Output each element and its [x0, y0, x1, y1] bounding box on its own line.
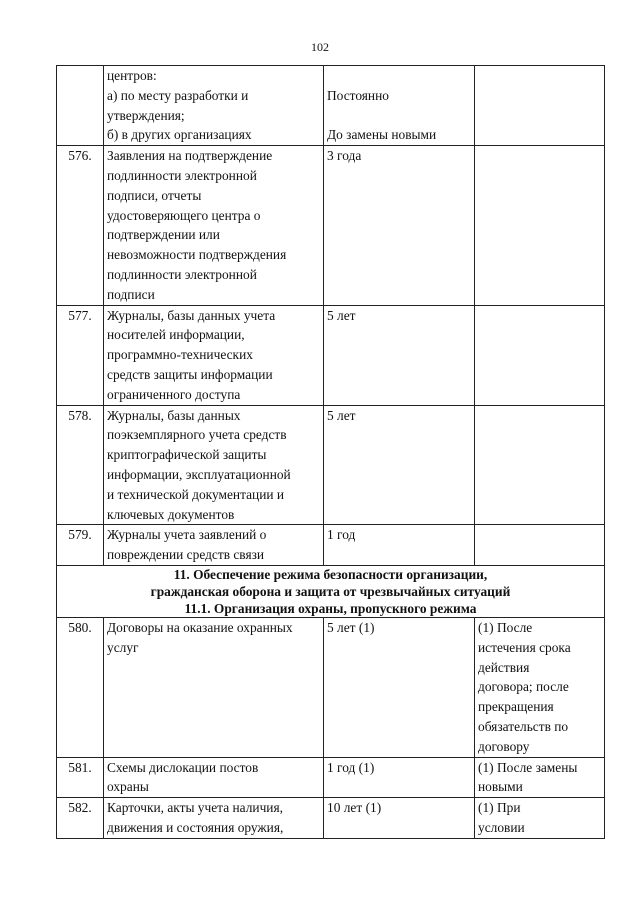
note-cell: [475, 757, 605, 798]
note-cell: [475, 146, 605, 305]
retention-term-line: 5 лет (1): [327, 619, 375, 635]
table-row: [57, 66, 605, 146]
note-line: действия: [478, 659, 530, 675]
table-row: [57, 405, 605, 525]
document-title-line: а) по месту разработки и: [107, 87, 249, 103]
section-heading: [57, 565, 605, 617]
document-title-line: средств защиты информации: [107, 366, 273, 382]
item-number-cell: 578.: [57, 405, 104, 525]
note-line: истечения срока: [478, 639, 571, 655]
item-number-cell: 581.: [57, 757, 104, 798]
document-title-line: информации, эксплуатационной: [107, 466, 291, 482]
note-line: условии: [478, 819, 525, 835]
document-title-cell: [104, 525, 324, 566]
document-title-line: Журналы учета заявлений о: [107, 527, 267, 543]
retention-term-line: [327, 66, 471, 86]
note-cell: [475, 66, 605, 146]
note-cell: [475, 798, 605, 839]
document-title-cell: [104, 617, 324, 757]
document-title-line: невозможности подтверждения: [107, 247, 287, 263]
item-number-cell: 582.: [57, 798, 104, 839]
document-title-line: б) в других организациях: [107, 127, 252, 143]
table-row: [57, 305, 605, 405]
document-title-line: подтверждении или: [107, 227, 220, 243]
item-number-cell: 579.: [57, 525, 104, 566]
document-title-line: центров:: [107, 68, 157, 83]
document-title-line: подписи: [107, 286, 155, 302]
retention-term-cell: [324, 798, 475, 839]
retention-term-line: 3 года: [327, 148, 362, 164]
note-cell: [475, 617, 605, 757]
section-header-row: [57, 565, 605, 617]
note-line: (1) После замены: [478, 759, 578, 775]
table-row: [57, 617, 605, 757]
document-title-line: подлинности электронной: [107, 167, 257, 183]
note-cell: [475, 305, 605, 405]
item-number-cell: [57, 66, 104, 146]
document-title-line: Карточки, акты учета наличия,: [107, 800, 283, 816]
table-row: [57, 525, 605, 566]
document-title-cell: [104, 405, 324, 525]
retention-term-cell: [324, 66, 475, 146]
document-title-line: поэкземплярного учета средств: [107, 427, 287, 443]
document-title-cell: [104, 798, 324, 839]
document-title-line: криптографической защиты: [107, 447, 267, 463]
retention-term-cell: [324, 305, 475, 405]
document-title-line: охраны: [107, 779, 149, 795]
retention-term-line: 5 лет: [327, 307, 356, 323]
document-title-line: удостоверяющего центра о: [107, 207, 261, 223]
retention-term-line: 1 год: [327, 527, 356, 543]
note-line: новыми: [478, 779, 523, 795]
document-title-line: подписи, отчеты: [107, 187, 202, 203]
section-title-line-2: гражданская оборона и защита от чрезвычайных ситуаций: [150, 583, 511, 599]
retention-term-line: [327, 106, 471, 126]
note-line: договора; после: [478, 679, 569, 695]
section-title-line-1: 11. Обеспечение режима безопасности организации,: [173, 566, 488, 582]
document-title-cell: [104, 757, 324, 798]
document-title-line: программно-технических: [107, 347, 253, 363]
note-line: обязательств по: [478, 718, 569, 734]
document-title-line: Договоры на оказание охранных: [107, 619, 293, 635]
item-number-cell: 576.: [57, 146, 104, 305]
document-title-cell: [104, 305, 324, 405]
document-title-line: Журналы, базы данных: [107, 407, 241, 423]
retention-term-cell: [324, 757, 475, 798]
document-title-line: и технической документации и: [107, 486, 285, 502]
retention-term-line: 1 год (1): [327, 759, 375, 775]
subsection-title: 11.1. Организация охраны, пропускного режима: [184, 600, 477, 616]
document-title-line: ключевых документов: [107, 506, 235, 522]
document-title-line: подлинности электронной: [107, 266, 257, 282]
document-title-line: повреждении средств связи: [107, 547, 265, 563]
document-title-cell: [104, 66, 324, 146]
retention-term-cell: [324, 525, 475, 566]
document-title-line: утверждения;: [107, 107, 185, 123]
retention-table: [56, 65, 605, 839]
document-title-line: услуг: [107, 639, 139, 655]
document-title-line: Схемы дислокации постов: [107, 759, 259, 775]
document-title-line: Заявления на подтверждение: [107, 148, 273, 164]
retention-term-line: До замены новыми: [327, 127, 437, 143]
retention-term-line: 5 лет: [327, 407, 356, 423]
retention-term-cell: [324, 617, 475, 757]
note-line: (1) После: [478, 619, 533, 635]
table-row: [57, 757, 605, 798]
item-number-cell: 577.: [57, 305, 104, 405]
document-title-line: Журналы, базы данных учета: [107, 307, 276, 323]
note-line: (1) При: [478, 800, 521, 816]
note-cell: [475, 525, 605, 566]
item-number-cell: 580.: [57, 617, 104, 757]
retention-term-line: Постоянно: [327, 87, 389, 103]
retention-term-line: 10 лет (1): [327, 800, 382, 816]
document-title-line: ограниченного доступа: [107, 386, 241, 402]
table-row: [57, 146, 605, 305]
note-cell: [475, 405, 605, 525]
note-line: договору: [478, 738, 530, 754]
retention-term-cell: [324, 146, 475, 305]
document-title-line: движения и состояния оружия,: [107, 819, 284, 835]
retention-term-cell: [324, 405, 475, 525]
table-row: [57, 798, 605, 839]
note-line: прекращения: [478, 699, 554, 715]
document-title-line: носителей информации,: [107, 327, 245, 343]
document-title-cell: [104, 146, 324, 305]
page-number: 102: [311, 40, 329, 54]
